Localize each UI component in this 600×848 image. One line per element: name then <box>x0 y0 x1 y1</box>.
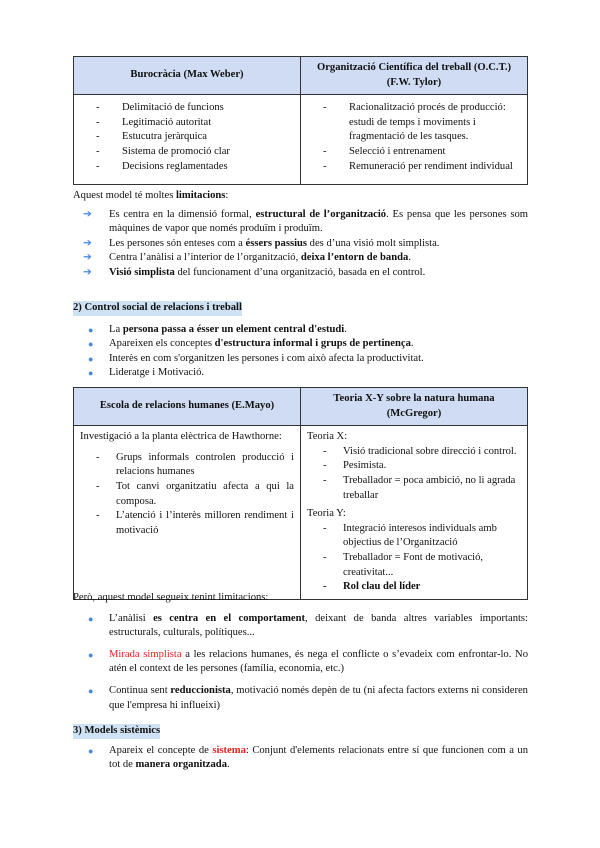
bullet-icon: ● <box>88 685 94 696</box>
text: , motivació només depèn de tu (ni afecta factors externs ni consideren que l'empresa hi influeixi) <box>109 684 528 711</box>
paragraph: Però, aquest model segueix tenint limitacions: <box>73 592 269 603</box>
text: des d’una visió molt simplista. <box>307 237 440 249</box>
list-item: - L’atenció i l’interès milloren rendiment i motivació <box>94 509 294 538</box>
bold-text: sistema <box>212 744 246 756</box>
list-item: - Grups informals controlen producció i relacions humanes <box>94 451 294 480</box>
section-heading: 3) Models sistèmics <box>73 724 160 739</box>
bullet-icon: ● <box>88 649 94 660</box>
list-item <box>73 237 528 252</box>
text: . <box>344 323 347 335</box>
table-header: Teoria X-Y sobre la natura humana (McGregor) <box>301 388 528 426</box>
text: Interès en com s'organitzen les persones i com això afecta la productivitat. <box>109 352 424 364</box>
list-item: - Selecció i entrenament <box>309 145 519 160</box>
text: . <box>410 338 414 350</box>
arrow-icon: ➔ <box>83 237 92 249</box>
limitations-2 <box>73 591 528 720</box>
arrow-icon: ➔ <box>83 252 92 264</box>
text: Aquest model té moltes <box>73 190 176 201</box>
list-item: - Rol clau del líder <box>321 580 521 595</box>
bold-text: éssers passius <box>245 237 308 249</box>
bold-text: Visió simplista <box>109 266 175 278</box>
bullet-icon: ● <box>88 353 94 364</box>
table-header: Escola de relacions humanes (E.Mayo) <box>74 388 301 426</box>
text: . <box>408 252 411 264</box>
list-item <box>73 684 528 713</box>
bullet-icon: ● <box>88 368 94 379</box>
bold-text: limitacions <box>175 190 226 201</box>
paragraph: Investigació a la planta elèctrica de Hawthorne: <box>80 431 282 443</box>
list-item: - Pesimista. <box>321 459 521 474</box>
text: del funcionament d’una organització, basada en el control. <box>174 266 426 278</box>
text: Centra l’anàlisi a l’interior de l’organització, <box>109 252 301 264</box>
list-item <box>73 323 528 338</box>
list-item <box>73 744 528 773</box>
table-header: Burocràcia (Max Weber) <box>74 57 301 95</box>
bullet-icon: ● <box>88 324 94 335</box>
section-2 <box>73 301 528 381</box>
bold-text: manera organitzada <box>135 759 227 771</box>
text: Les persones són enteses com a <box>109 237 246 249</box>
text: Es centra en la dimensió formal, <box>109 208 256 220</box>
list-item: - Remuneració per rendiment individual <box>309 160 519 175</box>
bold-text: d'estructura informal i grups de pertinença <box>214 338 411 350</box>
list-item <box>73 208 528 237</box>
text: : Conjunt d'elements relacionats entre sí que funcionen com a un tot de <box>109 744 528 771</box>
arrow-list <box>73 208 528 281</box>
text: Apareix el concepte de <box>109 744 213 756</box>
text: La <box>109 323 123 335</box>
list <box>309 101 519 174</box>
text: . Es pensa que les persones som màquines de vapor que només produïm i produïm. <box>109 208 528 235</box>
bullet-list <box>73 323 528 381</box>
text: , deixant de banda altres variables importants: estructurals, culturals, polítiques... <box>109 612 528 639</box>
table-mayo-mcgregor <box>73 387 528 600</box>
list-item: - Tot canvi organitzatiu afecta a qui la composa. <box>94 480 294 509</box>
list-item <box>73 266 528 281</box>
bullet-list <box>73 612 528 714</box>
text: . <box>227 759 230 771</box>
text: Lideratge i Motivació. <box>109 367 205 379</box>
list-item: - Racionalització procés de producció: estudi de temps i moviments i fragmentació de les tasques. <box>309 101 519 145</box>
list <box>321 522 521 595</box>
list-item <box>73 612 528 641</box>
highlighted-text: Mirada simplista <box>109 648 182 660</box>
bold-text: deixa l’entorn de banda <box>300 252 409 264</box>
theory-x-label: Teoria X: <box>307 431 348 443</box>
bullet-list <box>73 744 528 773</box>
bullet-icon: ● <box>88 613 94 624</box>
theory-y-label: Teoria Y: <box>307 508 346 520</box>
list-item: - Legitimació autoritat <box>82 116 292 131</box>
text: a les relacions humanes, és nega el conflicte o s’evadeix com enfrontar-lo. No atén el context de les persones (família, economia, etc.) <box>109 648 528 675</box>
limitations-1 <box>73 189 528 281</box>
text: Continua sent <box>109 684 171 696</box>
list-item: - Decisions reglamentades <box>82 160 292 175</box>
arrow-icon: ➔ <box>83 208 92 220</box>
bold-text: reduccionista <box>170 684 231 696</box>
text: : <box>225 190 229 201</box>
bullet-icon: ● <box>88 339 94 350</box>
table-header: Organització Científica del treball (O.C.T.) (F.W. Tylor) <box>301 57 528 95</box>
list-item <box>73 366 528 381</box>
list-item <box>73 648 528 677</box>
list <box>82 101 292 174</box>
section-3 <box>73 724 528 773</box>
list-item: - Treballador = Font de motivació, creativitat... <box>321 551 521 580</box>
list-item: - Delimitació de funcions <box>82 101 292 116</box>
arrow-icon: ➔ <box>83 266 92 278</box>
list-item: - Visió tradicional sobre direcció i control. <box>321 445 521 460</box>
text: L’anàlisi <box>109 612 154 624</box>
section-heading: 2) Control social de relacions i treball <box>73 301 242 316</box>
list-item <box>73 251 528 266</box>
paragraph <box>73 189 528 204</box>
bold-text: es centra en el comportament <box>153 612 306 624</box>
text: Apareixen els conceptes <box>109 338 215 350</box>
list <box>94 451 294 539</box>
list-item: - Integració interesos individuals amb objectius de l’Organització <box>321 522 521 551</box>
list-item: - Treballador = poca ambició, no li agrada treballar <box>321 474 521 503</box>
list-item <box>73 337 528 352</box>
bold-text: estructural de l’organització <box>255 208 387 220</box>
list-item <box>73 352 528 367</box>
list <box>321 445 521 503</box>
bold-text: persona passa a ésser un element central d'estudi <box>122 323 345 335</box>
table-burocracia-oct <box>73 56 528 185</box>
list-item: - Sistema de promoció clar <box>82 145 292 160</box>
list-item: - Estucutra jeràrquica <box>82 130 292 145</box>
bullet-icon: ● <box>88 745 94 756</box>
